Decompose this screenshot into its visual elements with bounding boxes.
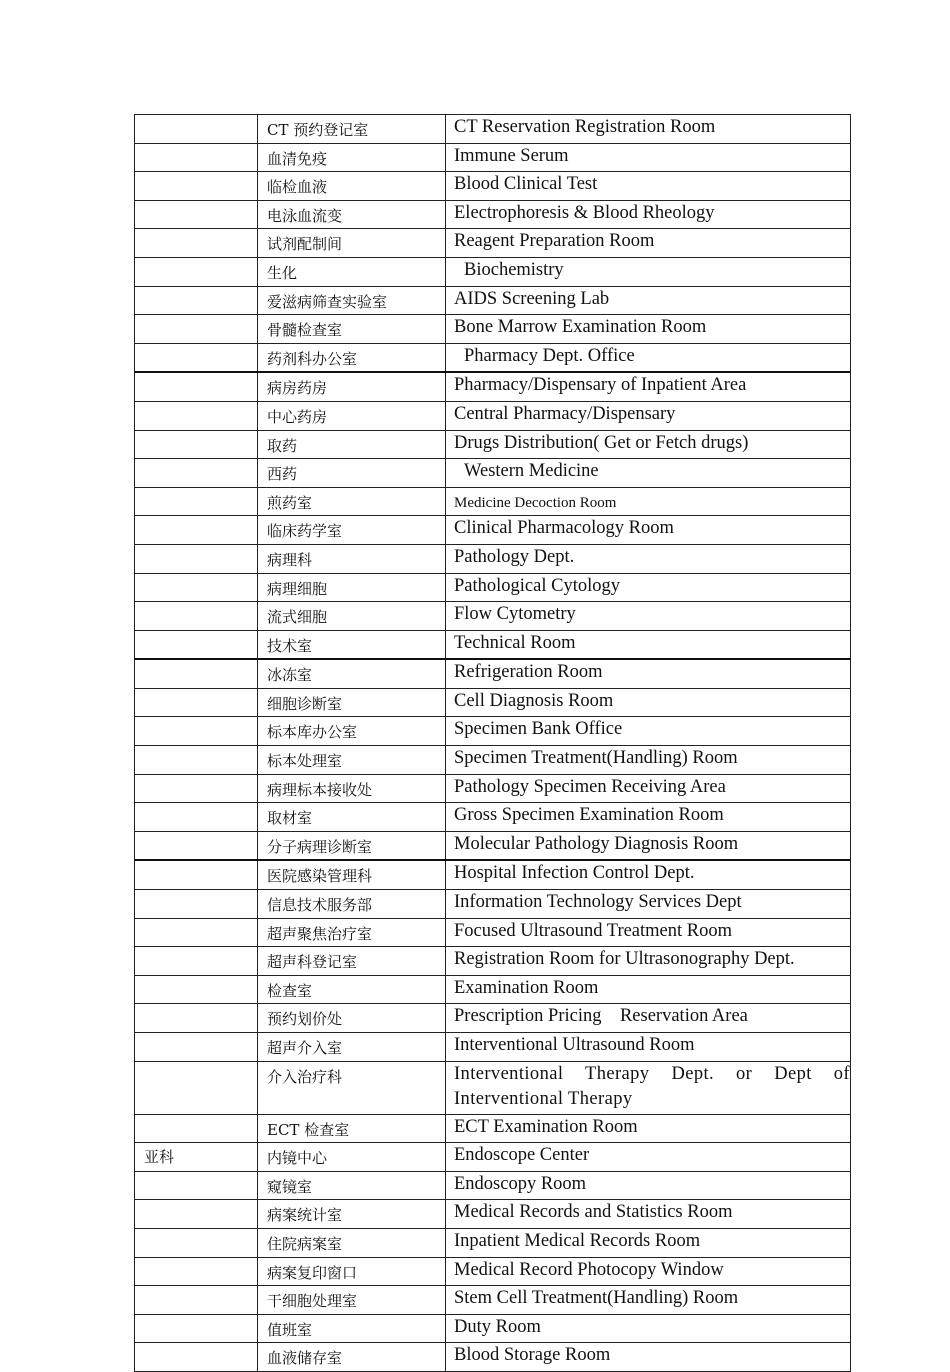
chinese-term: 取材室 xyxy=(258,803,446,832)
english-term: Information Technology Services Dept xyxy=(446,890,851,919)
table-row xyxy=(135,774,851,803)
english-term: Pharmacy/Dispensary of Inpatient Area xyxy=(446,372,851,401)
table-row xyxy=(135,860,851,889)
chinese-term: 血液储存室 xyxy=(258,1343,446,1372)
category-cell xyxy=(135,257,258,286)
table-row xyxy=(135,487,851,516)
category-cell xyxy=(135,200,258,229)
chinese-term: 病案统计室 xyxy=(258,1200,446,1229)
table-row xyxy=(135,688,851,717)
category-cell xyxy=(135,947,258,976)
chinese-term: 药剂科办公室 xyxy=(258,343,446,372)
category-cell xyxy=(135,688,258,717)
category-cell xyxy=(135,1286,258,1315)
table-row xyxy=(135,1257,851,1286)
english-term: Flow Cytometry xyxy=(446,602,851,631)
table-row xyxy=(135,746,851,775)
category-cell xyxy=(135,1228,258,1257)
chinese-term: 病理细胞 xyxy=(258,573,446,602)
chinese-term: 冰冻室 xyxy=(258,659,446,688)
table-row xyxy=(135,717,851,746)
table-row xyxy=(135,1286,851,1315)
category-cell xyxy=(135,459,258,488)
table-row xyxy=(135,172,851,201)
category-cell xyxy=(135,890,258,919)
english-term: Drugs Distribution( Get or Fetch drugs) xyxy=(446,430,851,459)
category-cell xyxy=(135,1200,258,1229)
table-row xyxy=(135,315,851,344)
table-row xyxy=(135,516,851,545)
chinese-term: 窥镜室 xyxy=(258,1171,446,1200)
english-term: Molecular Pathology Diagnosis Room xyxy=(446,831,851,860)
chinese-term: CT 预约登记室 xyxy=(258,115,446,144)
english-term: Pharmacy Dept. Office xyxy=(446,343,851,372)
english-term: Medicine Decoction Room xyxy=(446,487,851,516)
table-row xyxy=(135,200,851,229)
category-cell xyxy=(135,803,258,832)
table-row xyxy=(135,602,851,631)
english-term: Medical Record Photocopy Window xyxy=(446,1257,851,1286)
table-row xyxy=(135,831,851,860)
chinese-term: 标本库办公室 xyxy=(258,717,446,746)
table-row xyxy=(135,372,851,401)
table-row xyxy=(135,229,851,258)
english-term: Specimen Bank Office xyxy=(446,717,851,746)
category-cell xyxy=(135,573,258,602)
english-term: Prescription Pricing Reservation Area xyxy=(446,1004,851,1033)
english-term: Inpatient Medical Records Room xyxy=(446,1228,851,1257)
category-cell xyxy=(135,860,258,889)
chinese-term: 介入治疗科 xyxy=(258,1061,446,1114)
department-glossary-table xyxy=(134,114,851,1372)
category-cell xyxy=(135,1171,258,1200)
chinese-term: 爱滋病筛查实验室 xyxy=(258,286,446,315)
chinese-term: 干细胞处理室 xyxy=(258,1286,446,1315)
chinese-term: 病案复印窗口 xyxy=(258,1257,446,1286)
category-cell xyxy=(135,717,258,746)
table-row xyxy=(135,286,851,315)
chinese-term: 病理科 xyxy=(258,544,446,573)
chinese-term: 超声科登记室 xyxy=(258,947,446,976)
english-term: Hospital Infection Control Dept. xyxy=(446,860,851,889)
english-term: Interventional Ultrasound Room xyxy=(446,1033,851,1062)
table-row xyxy=(135,918,851,947)
table-row xyxy=(135,573,851,602)
chinese-term: 病房药房 xyxy=(258,372,446,401)
english-term: Interventional Therapy Dept. or Dept of Interventional Therapy xyxy=(446,1061,851,1114)
chinese-term: 中心药房 xyxy=(258,401,446,430)
chinese-term: 超声聚焦治疗室 xyxy=(258,918,446,947)
category-cell xyxy=(135,774,258,803)
chinese-term: 临床药学室 xyxy=(258,516,446,545)
glossary-body xyxy=(135,115,851,1372)
english-term: Reagent Preparation Room xyxy=(446,229,851,258)
chinese-term: 电泳血流变 xyxy=(258,200,446,229)
table-row xyxy=(135,803,851,832)
english-term: Cell Diagnosis Room xyxy=(446,688,851,717)
table-row xyxy=(135,401,851,430)
category-cell xyxy=(135,1114,258,1143)
english-term: Refrigeration Room xyxy=(446,659,851,688)
category-cell xyxy=(135,516,258,545)
chinese-term: ECT 检查室 xyxy=(258,1114,446,1143)
english-term: Pathological Cytology xyxy=(446,573,851,602)
table-row xyxy=(135,115,851,144)
category-cell xyxy=(135,430,258,459)
chinese-term: 煎药室 xyxy=(258,487,446,516)
english-term: CT Reservation Registration Room xyxy=(446,115,851,144)
chinese-term: 预约划价处 xyxy=(258,1004,446,1033)
table-row xyxy=(135,1004,851,1033)
chinese-term: 值班室 xyxy=(258,1314,446,1343)
english-term: Pathology Dept. xyxy=(446,544,851,573)
english-term: Duty Room xyxy=(446,1314,851,1343)
table-row xyxy=(135,257,851,286)
table-row xyxy=(135,430,851,459)
table-row xyxy=(135,630,851,659)
english-term: Clinical Pharmacology Room xyxy=(446,516,851,545)
table-row xyxy=(135,143,851,172)
table-row xyxy=(135,1343,851,1372)
english-term: Examination Room xyxy=(446,975,851,1004)
category-cell xyxy=(135,975,258,1004)
english-term: Western Medicine xyxy=(446,459,851,488)
category-cell xyxy=(135,602,258,631)
table-row xyxy=(135,1228,851,1257)
table-row xyxy=(135,1061,851,1114)
category-cell xyxy=(135,1257,258,1286)
category-cell xyxy=(135,1061,258,1114)
table-row xyxy=(135,459,851,488)
english-term: Bone Marrow Examination Room xyxy=(446,315,851,344)
category-cell xyxy=(135,746,258,775)
table-row xyxy=(135,1033,851,1062)
chinese-term: 检查室 xyxy=(258,975,446,1004)
english-term: ECT Examination Room xyxy=(446,1114,851,1143)
chinese-term: 住院病案室 xyxy=(258,1228,446,1257)
english-term: Immune Serum xyxy=(446,143,851,172)
category-cell xyxy=(135,1343,258,1372)
english-term: Electrophoresis & Blood Rheology xyxy=(446,200,851,229)
chinese-term: 内镜中心 xyxy=(258,1143,446,1172)
chinese-term: 骨髓检查室 xyxy=(258,315,446,344)
category-cell: 亚科 xyxy=(135,1143,258,1172)
chinese-term: 医院感染管理科 xyxy=(258,860,446,889)
table-row xyxy=(135,890,851,919)
english-term: Focused Ultrasound Treatment Room xyxy=(446,918,851,947)
english-term: Endoscope Center xyxy=(446,1143,851,1172)
chinese-term: 细胞诊断室 xyxy=(258,688,446,717)
table-row xyxy=(135,1143,851,1172)
table-row xyxy=(135,1200,851,1229)
english-term: Registration Room for Ultrasonography Dept. xyxy=(446,947,851,976)
chinese-term: 流式细胞 xyxy=(258,602,446,631)
english-term: Endoscopy Room xyxy=(446,1171,851,1200)
chinese-term: 取药 xyxy=(258,430,446,459)
chinese-term: 病理标本接收处 xyxy=(258,774,446,803)
chinese-term: 试剂配制间 xyxy=(258,229,446,258)
english-term: Central Pharmacy/Dispensary xyxy=(446,401,851,430)
category-cell xyxy=(135,229,258,258)
table-row xyxy=(135,1314,851,1343)
category-cell xyxy=(135,143,258,172)
category-cell xyxy=(135,401,258,430)
english-term: Biochemistry xyxy=(446,257,851,286)
english-term: Pathology Specimen Receiving Area xyxy=(446,774,851,803)
category-cell xyxy=(135,659,258,688)
chinese-term: 超声介入室 xyxy=(258,1033,446,1062)
table-row xyxy=(135,947,851,976)
english-term: Specimen Treatment(Handling) Room xyxy=(446,746,851,775)
category-cell xyxy=(135,115,258,144)
category-cell xyxy=(135,831,258,860)
category-cell xyxy=(135,630,258,659)
table-row xyxy=(135,343,851,372)
category-cell xyxy=(135,286,258,315)
category-cell xyxy=(135,487,258,516)
english-term: Blood Storage Room xyxy=(446,1343,851,1372)
category-cell xyxy=(135,918,258,947)
table-row xyxy=(135,975,851,1004)
chinese-term: 标本处理室 xyxy=(258,746,446,775)
chinese-term: 西药 xyxy=(258,459,446,488)
table-row xyxy=(135,1171,851,1200)
english-term: AIDS Screening Lab xyxy=(446,286,851,315)
chinese-term: 临检血液 xyxy=(258,172,446,201)
chinese-term: 信息技术服务部 xyxy=(258,890,446,919)
category-cell xyxy=(135,544,258,573)
english-term: Medical Records and Statistics Room xyxy=(446,1200,851,1229)
category-cell xyxy=(135,1314,258,1343)
table-row xyxy=(135,544,851,573)
category-cell xyxy=(135,1033,258,1062)
category-cell xyxy=(135,172,258,201)
table-row xyxy=(135,659,851,688)
table-row xyxy=(135,1114,851,1143)
english-term: Stem Cell Treatment(Handling) Room xyxy=(446,1286,851,1315)
category-cell xyxy=(135,343,258,372)
english-term: Technical Room xyxy=(446,630,851,659)
english-term: Blood Clinical Test xyxy=(446,172,851,201)
chinese-term: 血清免疫 xyxy=(258,143,446,172)
english-term: Gross Specimen Examination Room xyxy=(446,803,851,832)
chinese-term: 分子病理诊断室 xyxy=(258,831,446,860)
category-cell xyxy=(135,1004,258,1033)
chinese-term: 生化 xyxy=(258,257,446,286)
category-cell xyxy=(135,315,258,344)
chinese-term: 技术室 xyxy=(258,630,446,659)
category-cell xyxy=(135,372,258,401)
